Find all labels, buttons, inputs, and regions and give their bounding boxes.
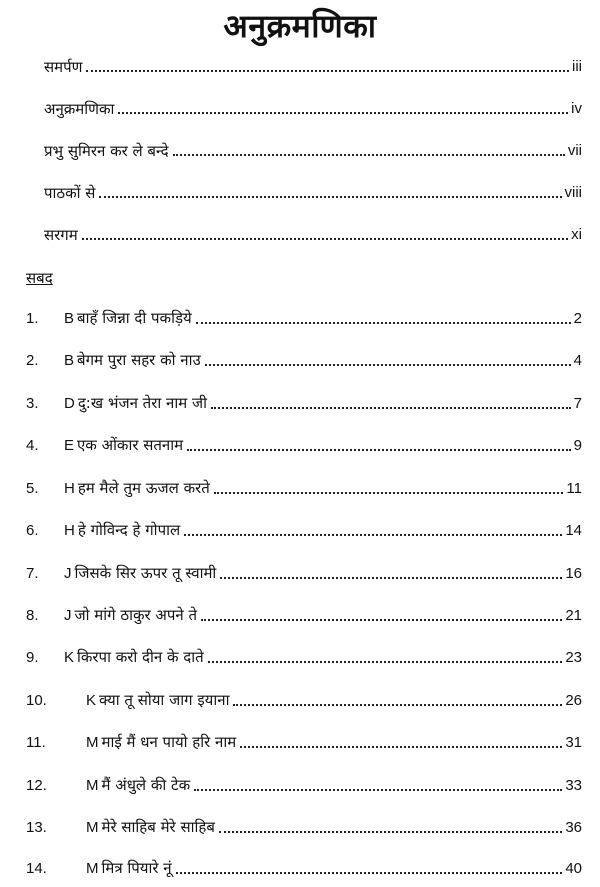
toc-entry-label: सरगम <box>44 226 78 244</box>
dot-leader <box>205 364 571 366</box>
entry-number: 11. <box>26 734 46 751</box>
dot-leader <box>208 661 563 663</box>
toc-entry <box>26 647 582 667</box>
toc-page-number: 36 <box>565 819 582 836</box>
dot-leader <box>99 196 561 198</box>
toc-page-number: iv <box>571 100 582 117</box>
toc-entry-label: एक ओंकार सतनाम <box>77 436 184 454</box>
toc-page-number: 31 <box>565 734 582 751</box>
toc-entry <box>26 393 582 413</box>
dot-leader <box>240 746 562 748</box>
toc-entry-label: जो मांगे ठाकुर अपने ते <box>74 606 197 624</box>
toc-entry-label: किरपा करो दीन के दाते <box>77 648 204 666</box>
entry-number: 7. <box>26 565 39 582</box>
toc-entry-label: मित्र पियारे नूं <box>101 859 172 877</box>
dot-leader <box>187 449 571 451</box>
toc-page-number: 7 <box>573 395 582 412</box>
dot-leader <box>86 70 569 72</box>
toc-entry <box>26 605 582 625</box>
entry-number: 6. <box>26 522 39 539</box>
page-title: अनुक्रमणिका <box>223 7 377 45</box>
entry-letter: M <box>86 819 99 836</box>
toc-page-number: 11 <box>566 480 582 497</box>
toc-page-number: 2 <box>573 310 582 327</box>
toc-entry-label: समर्पण <box>44 58 83 76</box>
entry-letter: H <box>64 522 75 539</box>
dot-leader <box>233 704 562 706</box>
entry-letter: E <box>64 437 75 454</box>
entry-letter: H <box>64 480 75 497</box>
toc-entry-label: हे गोविन्द हे गोपाल <box>77 521 181 539</box>
toc-entry <box>26 435 582 455</box>
dot-leader <box>214 492 564 494</box>
toc-entry-label: मेरे साहिब मेरे साहिब <box>101 818 215 836</box>
toc-page-number: 21 <box>565 607 582 624</box>
toc-page-number: xi <box>571 226 582 243</box>
entry-letter: M <box>86 860 99 877</box>
toc-page-number: 9 <box>573 437 582 454</box>
toc-page-number: 23 <box>565 649 582 666</box>
toc-page-number: vii <box>567 142 582 159</box>
toc-front-entry <box>44 56 582 76</box>
entry-number: 9. <box>26 649 39 666</box>
toc-page-number: 33 <box>565 777 582 794</box>
toc-entry-label: माई मैं धन पायो हरि नाम <box>101 733 237 751</box>
toc-entry <box>26 858 582 878</box>
toc-entry <box>26 520 582 540</box>
entry-number: 14. <box>26 860 47 877</box>
toc-page-number: 4 <box>573 352 582 369</box>
entry-letter: B <box>64 310 75 327</box>
toc-page-number: iii <box>572 58 582 75</box>
entry-number: 4. <box>26 437 39 454</box>
toc-page-number: 16 <box>565 565 582 582</box>
entry-number: 3. <box>26 395 39 412</box>
entry-number: 2. <box>26 352 39 369</box>
entry-letter: B <box>64 352 75 369</box>
dot-leader <box>184 534 562 536</box>
dot-leader <box>82 238 568 240</box>
dot-leader <box>118 112 568 114</box>
dot-leader <box>219 831 562 833</box>
toc-page-number: 40 <box>565 860 582 877</box>
dot-leader <box>194 789 562 791</box>
toc-entry-label: दु:ख भंजन तेरा नाम जी <box>77 394 207 412</box>
toc-entry <box>26 690 582 710</box>
toc-entry-label: पाठकों से <box>44 184 96 202</box>
entry-letter: K <box>86 692 97 709</box>
toc-page-number: viii <box>564 184 582 201</box>
toc-entry-label: अनुक्रमणिका <box>44 100 115 118</box>
toc-entry-label: हम मैले तुम ऊजल करते <box>77 479 210 497</box>
toc-entry <box>26 732 582 752</box>
toc-entry-label: मैं अंधुले की टेक <box>101 776 191 794</box>
entry-letter: J <box>64 565 72 582</box>
toc-entry <box>26 478 582 498</box>
toc-entry-label: बेगम पुरा सहर को नाउ <box>77 351 201 369</box>
dot-leader <box>201 619 562 621</box>
toc-entry <box>26 350 582 370</box>
toc-entry-label: प्रभु सुमिरन कर ले बन्दे <box>44 142 169 160</box>
toc-entry-label: क्या तू सोया जाग इयाना <box>99 691 230 709</box>
section-heading: सबद <box>26 269 53 287</box>
toc-entry <box>26 775 582 795</box>
toc-front-entry <box>44 98 582 118</box>
entry-number: 10. <box>26 692 47 709</box>
dot-leader <box>176 872 563 874</box>
toc-entry <box>26 308 582 328</box>
entry-number: 5. <box>26 480 39 497</box>
toc-page-number: 14 <box>565 522 582 539</box>
toc-front-entry <box>44 224 582 244</box>
entry-letter: M <box>86 777 99 794</box>
toc-entry <box>26 817 582 837</box>
entry-number: 13. <box>26 819 47 836</box>
toc-entry-label: जिसके सिर ऊपर तू स्वामी <box>74 564 217 582</box>
entry-number: 12. <box>26 777 47 794</box>
dot-leader <box>211 407 571 409</box>
entry-letter: K <box>64 649 75 666</box>
toc-front-entry <box>44 182 582 202</box>
entry-letter: J <box>64 607 72 624</box>
entry-letter: D <box>64 395 75 412</box>
entry-number: 1. <box>26 310 39 327</box>
dot-leader <box>220 577 562 579</box>
entry-letter: M <box>86 734 99 751</box>
entry-number: 8. <box>26 607 39 624</box>
dot-leader <box>173 154 565 156</box>
toc-entry <box>26 563 582 583</box>
toc-page-number: 26 <box>565 692 582 709</box>
toc-front-entry <box>44 140 582 160</box>
toc-entry-label: बाहँ जिन्ना दी पकड़िये <box>77 309 192 327</box>
dot-leader <box>196 322 571 324</box>
